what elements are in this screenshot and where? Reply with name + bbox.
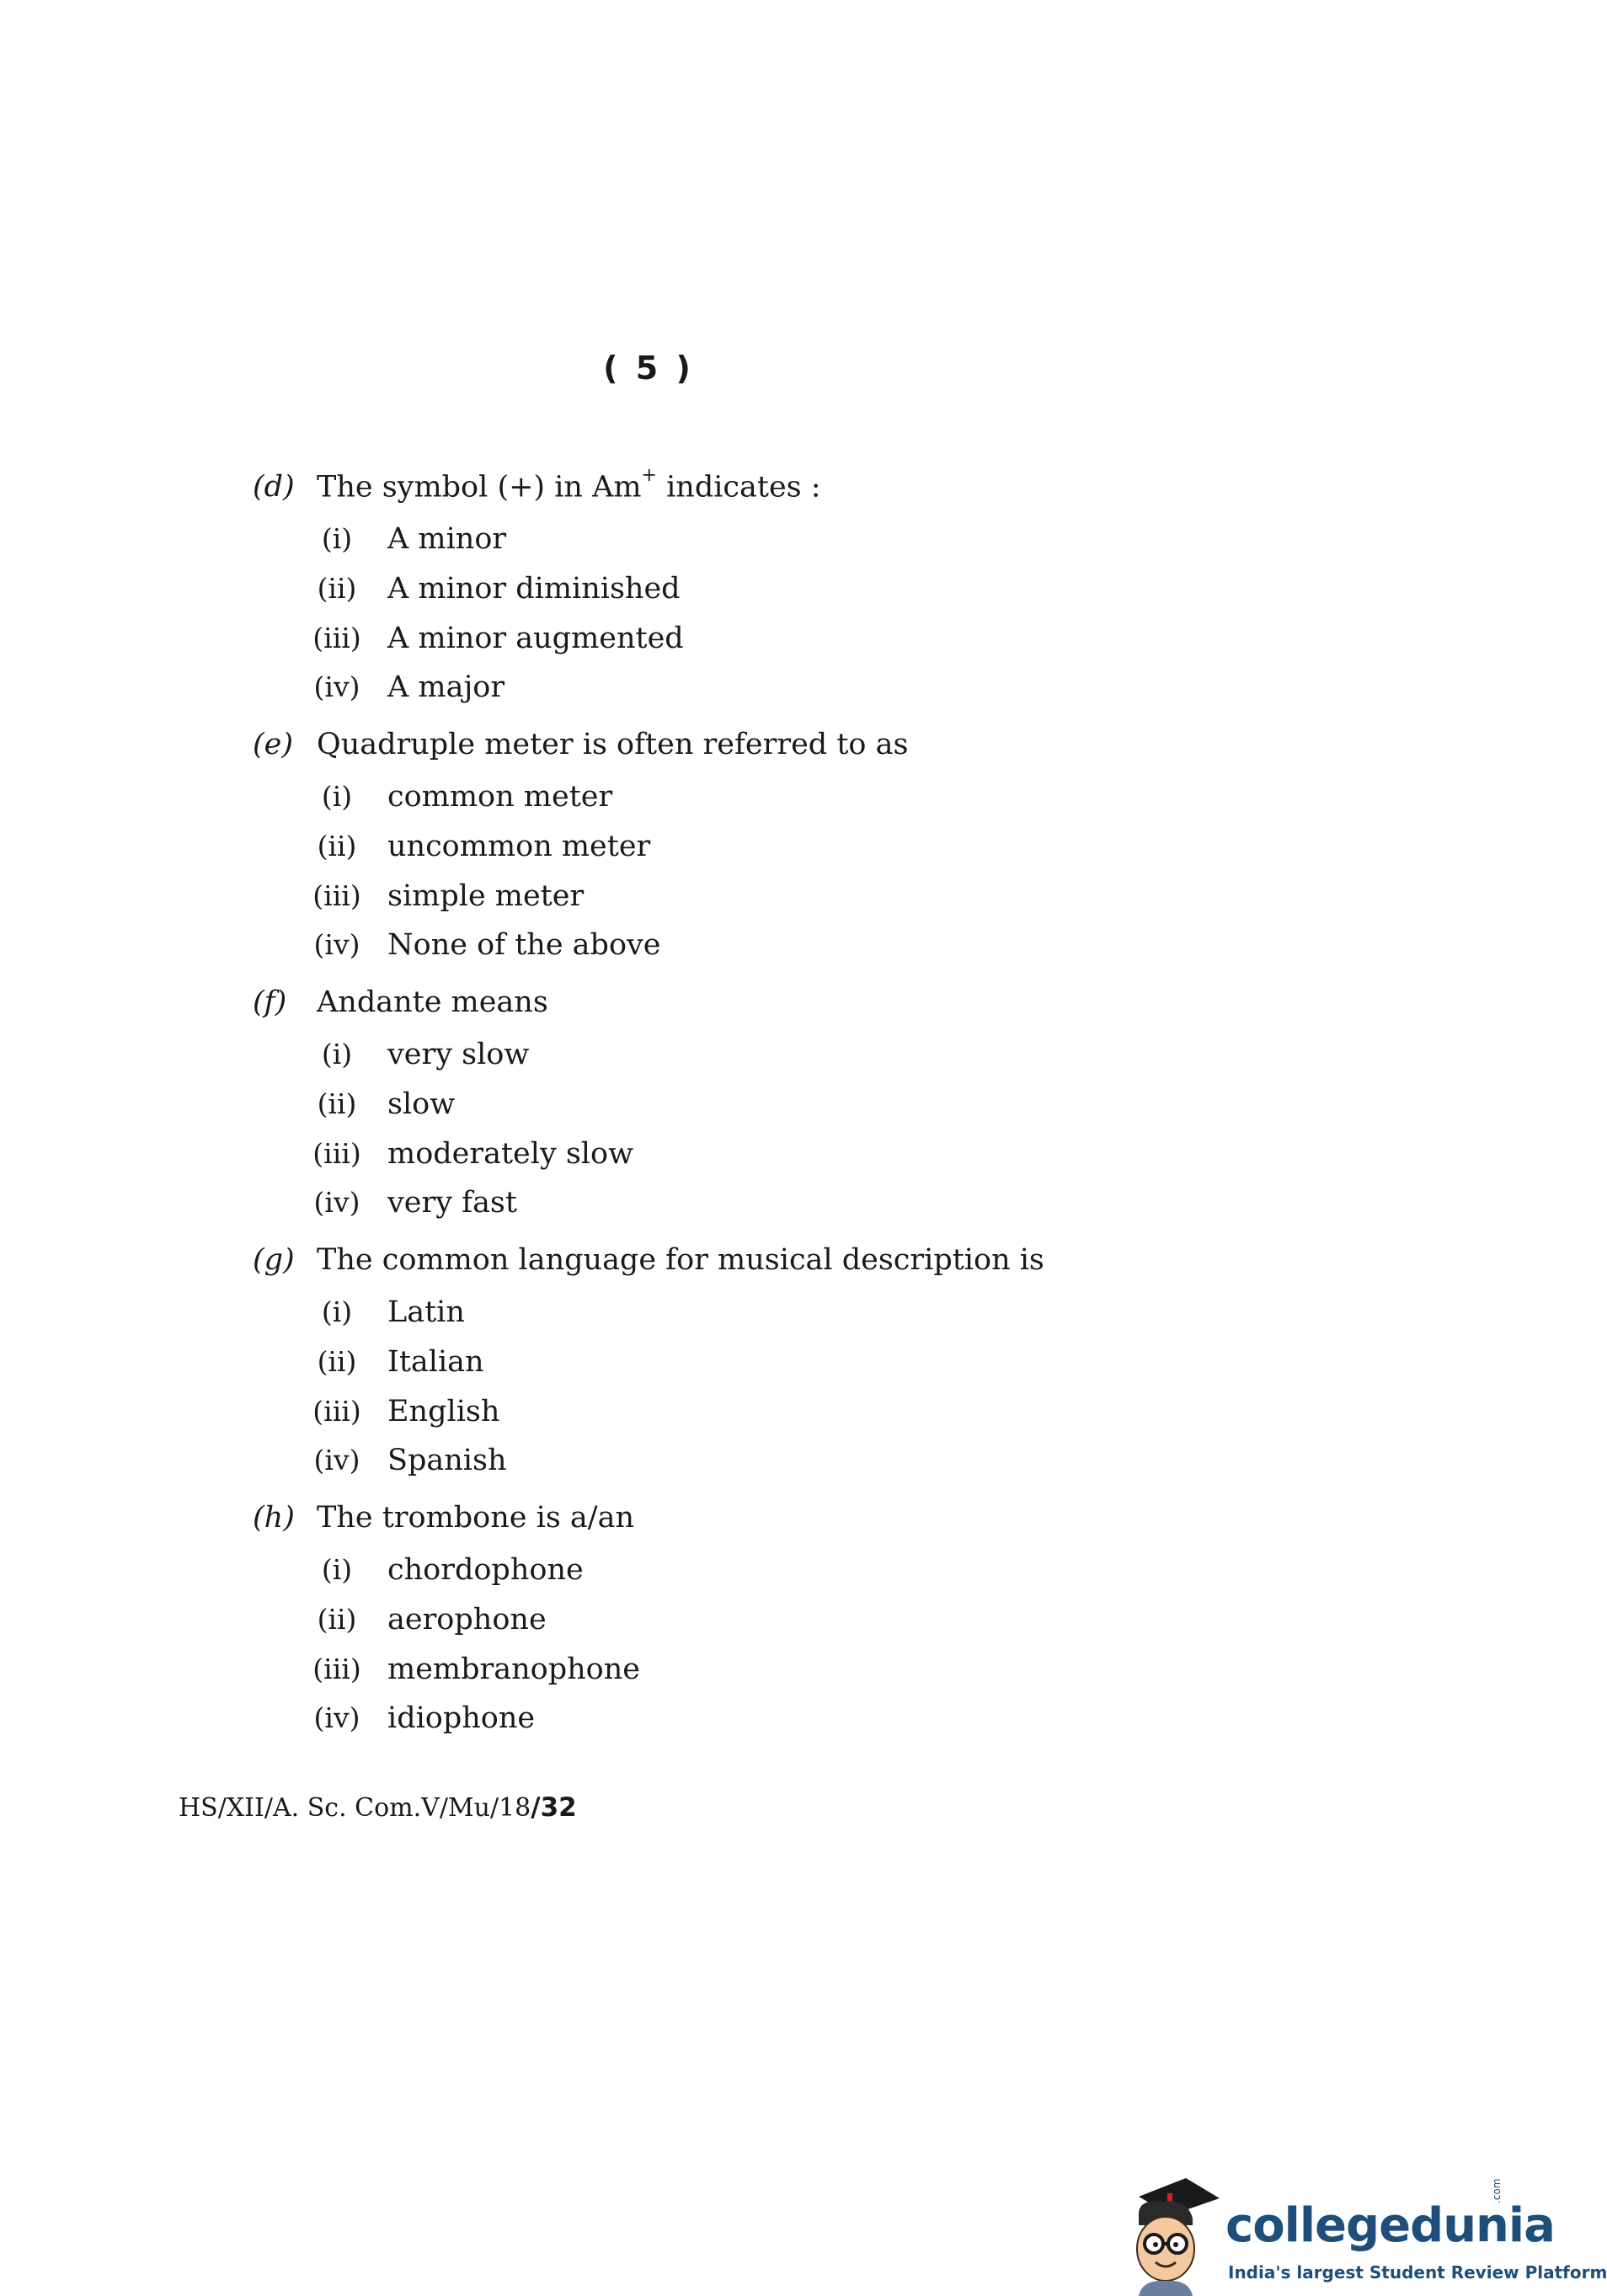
option-d-ii bbox=[0, 572, 1506, 614]
question-label: (g) bbox=[253, 1243, 295, 1277]
option-d-iv bbox=[0, 670, 1506, 713]
question-label: (f) bbox=[253, 985, 287, 1019]
option-d-iii bbox=[0, 622, 1506, 664]
paper-code-prefix: HS/XII/A. Sc. Com.V/Mu/18 bbox=[179, 1793, 531, 1823]
option-text: A minor bbox=[387, 522, 507, 556]
superscript-plus: + bbox=[641, 465, 657, 486]
question-text: The common language for musical description is bbox=[317, 1243, 1044, 1277]
option-number: (ii) bbox=[317, 830, 357, 862]
option-h-iv bbox=[0, 1701, 1506, 1743]
option-text: Spanish bbox=[387, 1444, 507, 1477]
option-f-i bbox=[0, 1038, 1506, 1080]
question-text bbox=[317, 465, 821, 505]
option-number: (iv) bbox=[313, 670, 360, 703]
option-number: (iv) bbox=[313, 1444, 360, 1476]
option-text: slow bbox=[387, 1087, 456, 1121]
option-number: (ii) bbox=[317, 1087, 357, 1120]
option-text: A major bbox=[387, 670, 505, 704]
paper-code-suffix: /32 bbox=[531, 1792, 577, 1823]
option-f-ii bbox=[0, 1087, 1506, 1129]
option-text: moderately slow bbox=[387, 1137, 634, 1171]
option-text: chordophone bbox=[387, 1553, 584, 1587]
option-text: Latin bbox=[387, 1295, 465, 1329]
option-text: English bbox=[387, 1395, 500, 1428]
option-number: (i) bbox=[321, 780, 353, 813]
option-e-iii bbox=[0, 879, 1506, 921]
option-number: (i) bbox=[321, 522, 353, 555]
student-avatar-icon bbox=[1120, 2173, 1225, 2296]
option-number: (iii) bbox=[312, 1653, 361, 1685]
option-e-i bbox=[0, 780, 1506, 822]
option-text: very slow bbox=[387, 1038, 530, 1071]
option-text: Italian bbox=[387, 1345, 484, 1379]
option-number: (iii) bbox=[312, 622, 361, 654]
option-e-ii bbox=[0, 830, 1506, 872]
option-text: aerophone bbox=[387, 1603, 547, 1637]
option-number: (ii) bbox=[317, 1345, 357, 1378]
option-text: membranophone bbox=[387, 1653, 640, 1686]
option-d-i bbox=[0, 522, 1506, 564]
option-text: A minor augmented bbox=[387, 622, 684, 655]
brand-tagline: India's largest Student Review Platform bbox=[1228, 2262, 1607, 2283]
option-g-i bbox=[0, 1295, 1506, 1338]
option-g-iii bbox=[0, 1395, 1506, 1437]
brand-domain-suffix: .com bbox=[1491, 2178, 1503, 2203]
option-h-iii bbox=[0, 1653, 1506, 1695]
brand-name: collegedunia bbox=[1225, 2198, 1555, 2253]
option-e-iv bbox=[0, 928, 1506, 970]
option-number: (i) bbox=[321, 1295, 353, 1328]
option-number: (iii) bbox=[312, 1395, 361, 1428]
option-h-i bbox=[0, 1553, 1506, 1595]
question-label: (e) bbox=[253, 728, 294, 761]
option-number: (i) bbox=[321, 1553, 353, 1586]
option-text: very fast bbox=[387, 1186, 517, 1220]
option-text: uncommon meter bbox=[387, 830, 651, 863]
question-text: Quadruple meter is often referred to as bbox=[317, 728, 909, 761]
option-g-iv bbox=[0, 1444, 1506, 1486]
option-number: (ii) bbox=[317, 572, 357, 605]
option-number: (iii) bbox=[312, 879, 361, 912]
option-g-ii bbox=[0, 1345, 1506, 1387]
option-text: None of the above bbox=[387, 928, 661, 962]
paper-code bbox=[179, 1792, 577, 1823]
question-text: Andante means bbox=[317, 985, 548, 1019]
question-text-main: The symbol (+) in Am bbox=[317, 470, 642, 505]
option-text: A minor diminished bbox=[387, 572, 681, 606]
option-number: (i) bbox=[321, 1038, 353, 1071]
brand-logo bbox=[1120, 2173, 1607, 2296]
option-text: idiophone bbox=[387, 1701, 536, 1735]
question-label: (h) bbox=[253, 1501, 295, 1535]
option-text: common meter bbox=[387, 780, 613, 814]
question-text: The trombone is a/an bbox=[317, 1501, 634, 1535]
option-h-ii bbox=[0, 1603, 1506, 1645]
option-number: (iv) bbox=[313, 1701, 360, 1734]
question-text-tail: indicates : bbox=[656, 470, 821, 505]
option-f-iii bbox=[0, 1137, 1506, 1179]
option-text: simple meter bbox=[387, 879, 585, 913]
option-number: (iv) bbox=[313, 928, 360, 961]
page-number: ( 5 ) bbox=[603, 350, 694, 387]
option-number: (iv) bbox=[313, 1186, 360, 1219]
option-number: (ii) bbox=[317, 1603, 357, 1636]
option-f-iv bbox=[0, 1186, 1506, 1228]
option-number: (iii) bbox=[312, 1137, 361, 1170]
question-label: (d) bbox=[253, 470, 295, 504]
